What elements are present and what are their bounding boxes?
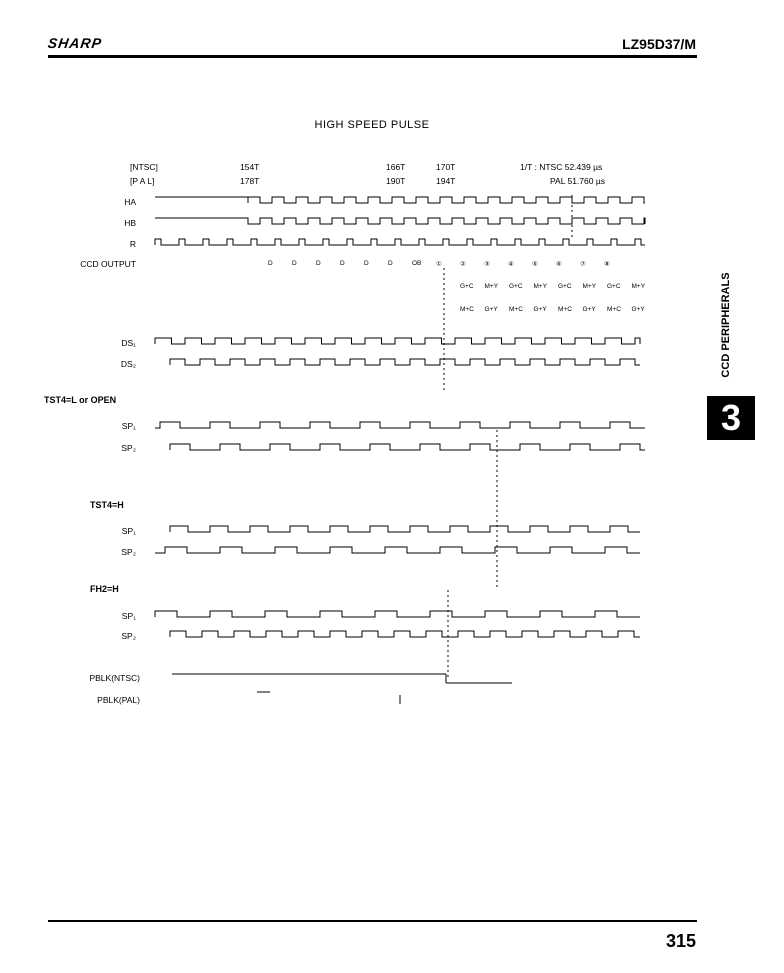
pal-t1: 178T	[240, 176, 260, 186]
ccd-pixel-label: D	[340, 260, 345, 267]
ccd-pixel-label: ⑥	[556, 261, 562, 268]
ccd-color-label: M+Y	[582, 283, 597, 290]
ccd-color-label: G+C	[607, 283, 621, 290]
ccd-color-label: M+C	[607, 306, 621, 313]
ccd-color-label: G+Y	[582, 306, 596, 313]
pal-t2: 190T	[386, 176, 406, 186]
pblk-pal-label: PBLK(PAL)	[97, 695, 140, 705]
ccd-pixel-label: ②	[460, 261, 466, 268]
ccd-pixel-label: ①	[436, 261, 442, 268]
footer-rule	[48, 920, 697, 922]
ccd-pixel-label: ⑧	[604, 261, 610, 268]
ccd-color-label: M+Y	[631, 283, 646, 290]
sp1-label-a: SP₁	[121, 421, 136, 431]
ccd-color-label: G+C	[460, 283, 474, 290]
section-tst4-low: TST4=L or OPEN	[44, 395, 117, 405]
sp2-label-b: SP₂	[121, 547, 136, 557]
sp1-waveform-b	[170, 526, 640, 532]
sp1-label-b: SP₁	[121, 526, 136, 536]
sp2-label-a: SP₂	[121, 443, 136, 453]
sp2-label-c: SP₂	[121, 631, 136, 641]
ccd-pixel-label: D	[388, 260, 393, 267]
ccd-color-label: M+C	[509, 306, 523, 313]
signal-ha-label: HA	[124, 197, 136, 207]
ntsc-label: [NTSC]	[130, 162, 158, 172]
ccd-pixel-label: ⑦	[580, 261, 586, 268]
page-title: HIGH SPEED PULSE	[314, 119, 430, 131]
side-tab-label: CCD PERIPHERALS	[720, 272, 732, 378]
ccd-color-label: M+C	[558, 306, 572, 313]
ccd-output-label: CCD OUTPUT	[80, 259, 136, 269]
ds1-waveform	[155, 338, 640, 344]
signal-hb-label: HB	[124, 218, 136, 228]
pal-label: [P A L]	[130, 176, 155, 186]
ccd-color-label: M+C	[460, 306, 474, 313]
section-tst4-high: TST4=H	[90, 500, 124, 510]
ccd-color-label: G+Y	[631, 306, 645, 313]
ntsc-t2: 166T	[386, 162, 406, 172]
period-pal: PAL 51.760 µs	[550, 176, 605, 186]
ccd-pixel-label: ③	[484, 261, 490, 268]
ccd-color-label: M+Y	[484, 283, 499, 290]
brand-logo: SHARP	[46, 35, 104, 51]
ccd-pixel-label: D	[292, 260, 297, 267]
sp2-waveform-a	[170, 444, 645, 450]
ccd-pixel-label: ④	[508, 261, 514, 268]
ccd-color-label: G+C	[558, 283, 572, 290]
page-number: 315	[665, 931, 696, 951]
ccd-color-label: M+Y	[533, 283, 548, 290]
ccd-pixel-label: D	[316, 260, 321, 267]
chapter-badge: 3	[707, 396, 755, 440]
t3a: 170T	[436, 162, 456, 172]
section-fh2-high: FH2=H	[90, 584, 119, 594]
sp2-waveform-b	[155, 547, 640, 553]
ccd-pixel-label: D	[268, 260, 273, 267]
ds2-waveform	[170, 359, 640, 365]
r-waveform	[155, 239, 645, 245]
part-number: LZ95D37/M	[622, 36, 696, 52]
signal-r-label: R	[129, 239, 136, 249]
t3b: 194T	[436, 176, 456, 186]
ccd-color-label: G+Y	[484, 306, 498, 313]
sp1-waveform-a	[155, 422, 645, 428]
signal-ds1-label: DS₁	[121, 338, 136, 348]
ccd-color-label: G+C	[509, 283, 523, 290]
sp1-label-c: SP₁	[121, 611, 136, 621]
ntsc-t1: 154T	[240, 162, 260, 172]
ccd-pixel-label: D	[364, 260, 369, 267]
period-ntsc: 1/T : NTSC 52.439 µs	[520, 162, 603, 172]
ccd-color-label: G+Y	[533, 306, 547, 313]
sp2-waveform-c	[170, 631, 640, 637]
ccd-pixel-label: OB	[412, 260, 422, 267]
signal-ds2-label: DS₂	[120, 359, 136, 369]
sp1-waveform-c	[155, 611, 640, 617]
pblk-ntsc-label: PBLK(NTSC)	[89, 673, 140, 683]
ccd-pixel-label: ⑤	[532, 261, 538, 268]
